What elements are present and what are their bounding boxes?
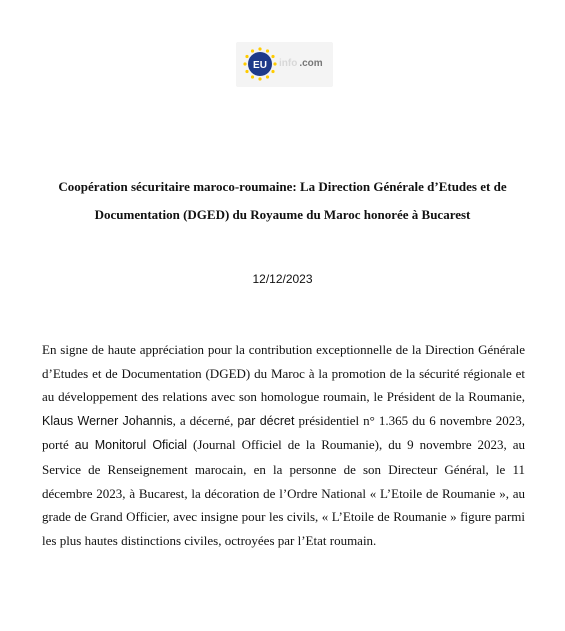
logo-badge: EU — [253, 60, 267, 71]
logo-mid: info — [279, 58, 298, 69]
article-body — [42, 338, 525, 552]
logo-suffix: .com — [299, 58, 323, 69]
body-part-5: (Journal Officiel de la Roumanie), du 9 novembre 2023, au Service de Renseignement marocain, en la personne de son Directeur Général, le 11 décembre 2023, à Bucarest, la décoration de l’Ordre National « L’Etoile de Roumanie », au grade de Grand Officier, avec insigne pour les civils, « L’Etoile de Roumanie » figure parmi les plus hautes distinctions civiles, octroyées par l’Etat roumain. — [42, 437, 526, 548]
logo-wordmark — [279, 58, 323, 69]
eu-stars-logo-icon — [242, 46, 278, 82]
monitor-label: au Monitorul Oficial — [74, 438, 188, 453]
body-part-4: porté — [42, 437, 69, 453]
article-title: Coopération sécuritaire maroco-roumaine: La Direction Générale d’Etudes et de Documentation (DGED) du Royaume du Maroc honorée à Bucarest — [58, 179, 507, 222]
body-part-3: présidentiel n° 1.365 du 6 novembre 2023, — [298, 412, 526, 428]
article-date: 12/12/2023 — [252, 272, 313, 286]
body-part-2: , a décerné, — [172, 412, 234, 428]
decree-label: par décret — [237, 413, 295, 428]
site-logo[interactable] — [236, 42, 333, 87]
body-part-1: En signe de haute appréciation pour la contribution exceptionnelle de la Direction Générale d’Etudes et de Documentation (DGED) du Maroc à la promotion de la sécurité régionale et au développement des relations avec son homologue roumain, le Président de la Roumanie, — [42, 342, 525, 405]
president-name: Klaus Werner Johannis — [42, 413, 173, 428]
